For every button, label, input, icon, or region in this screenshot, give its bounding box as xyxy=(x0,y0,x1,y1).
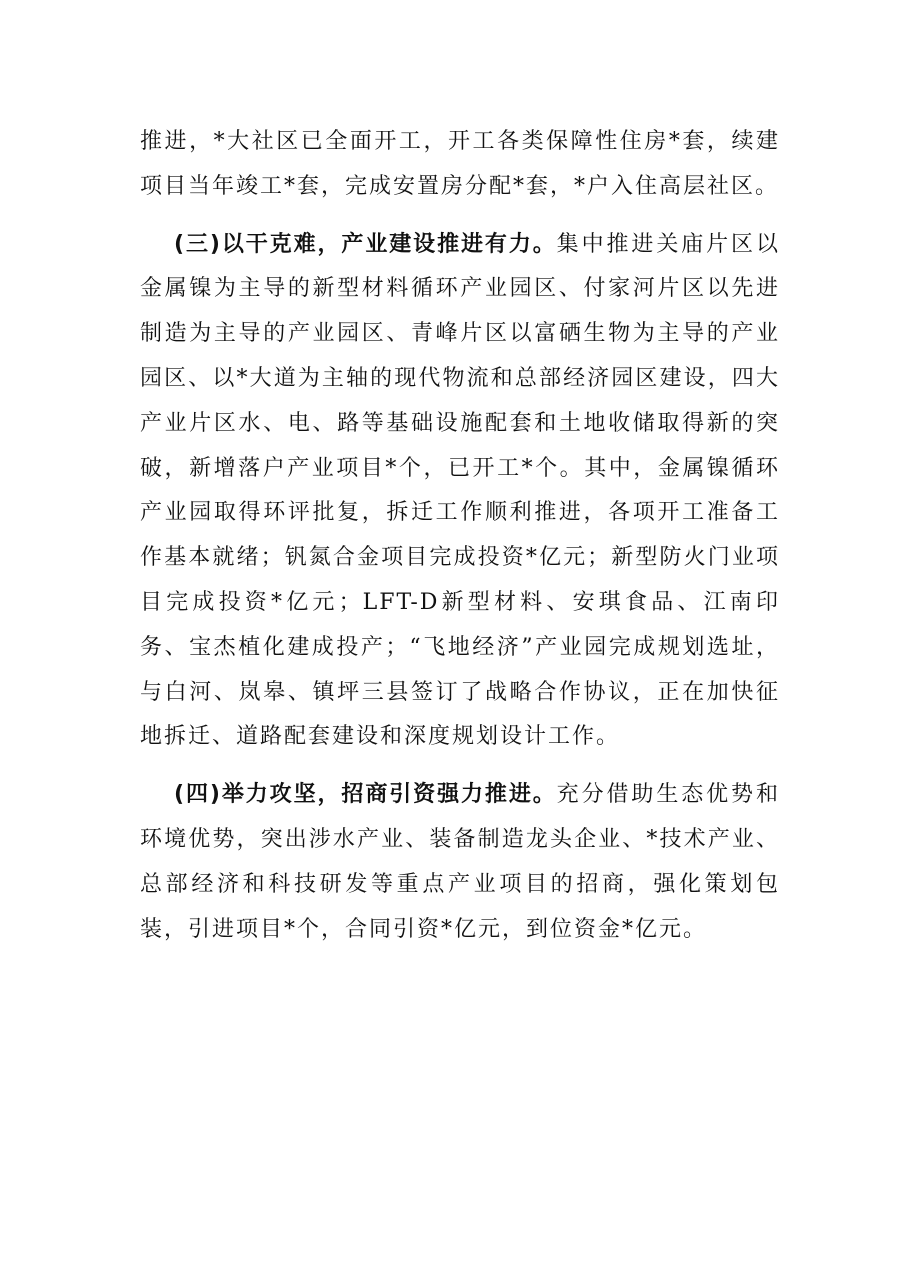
document-body xyxy=(140,120,780,952)
paragraph-investment-attraction xyxy=(140,773,780,952)
paragraph-body: 推进，*大社区已全面开工，开工各类保障性住房*套，续建项目当年竣工*套，完成安置房分配*套，*户入住高层社区。 xyxy=(140,129,780,199)
section-heading-three: (三)以干克难，产业建设推进有力。 xyxy=(174,231,557,257)
paragraph-housing-continued xyxy=(140,120,780,210)
section-heading-four: (四)举力攻坚，招商引资强力推进。 xyxy=(174,782,557,808)
paragraph-industry-construction xyxy=(140,223,780,761)
paragraph-body: 集中推进关庙片区以金属镍为主导的新型材料循环产业园区、付家河片区以先进制造为主导的产业园区、青峰片区以富硒生物为主导的产业园区、以*大道为主轴的现代物流和总部经济园区建设，四大产业片区水、电、路等基础设施配套和土地收储取得新的突破，新增落户产业项目*个，已开工*个。其中，金属镍循环产业园取得环评批复，拆迁工作顺利推进，各项开工准备工作基本就绪；钒氮合金项目完成投资*亿元；新型防火门业项目完成投资*亿元；LFT-D新型材料、安琪食品、江南印务、宝杰植化建成投产；“飞地经济”产业园完成规划选址，与白河、岚皋、镇坪三县签订了战略合作协议，正在加快征地拆迁、道路配套建设和深度规划设计工作。 xyxy=(140,231,780,750)
paragraph-body: 充分借助生态优势和环境优势，突出涉水产业、装备制造龙头企业、*技术产业、总部经济和科技研发等重点产业项目的招商，强化策划包装，引进项目*个，合同引资*亿元，到位资金*亿元。 xyxy=(140,782,780,942)
